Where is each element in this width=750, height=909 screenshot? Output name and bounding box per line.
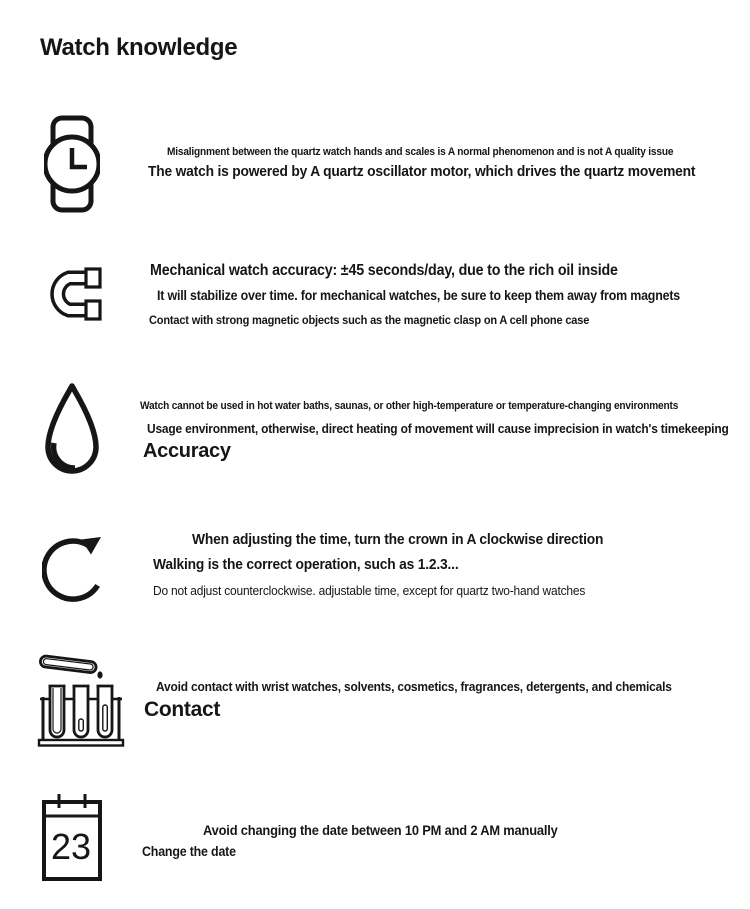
magnet-main-text: Mechanical watch accuracy: ±45 seconds/day, due to the rich oil inside xyxy=(150,262,618,279)
magnet-sub-text: It will stabilize over time. for mechanical watches, be sure to keep them away from magnets xyxy=(157,288,681,303)
temperature-sub-text: Usage environment, otherwise, direct heating of movement will cause imprecision in watch's timekeeping xyxy=(147,421,729,436)
water-drop-icon xyxy=(40,382,104,481)
accuracy-heading: Accuracy xyxy=(143,440,231,462)
magnet-icon xyxy=(42,265,104,323)
crown-sub-text: Walking is the correct operation, such as 1.2.3... xyxy=(153,556,459,573)
quartz-note-text: Misalignment between the quartz watch hands and scales is A normal phenomenon and is not A quality issue xyxy=(167,146,674,158)
calendar-icon xyxy=(42,793,102,881)
page-title: Watch knowledge xyxy=(40,34,238,61)
contact-heading: Contact xyxy=(144,698,221,721)
date-main-text: Avoid changing the date between 10 PM and 2 AM manually xyxy=(203,822,558,838)
wristwatch-icon xyxy=(44,115,100,213)
magnet-note-text: Contact with strong magnetic objects such as the magnetic clasp on A cell phone case xyxy=(149,313,590,327)
test-tubes-icon xyxy=(37,649,125,747)
chemicals-main-text: Avoid contact with wrist watches, solvents, cosmetics, fragrances, detergents, and chemicals xyxy=(156,679,672,694)
crown-note-text: Do not adjust counterclockwise. adjustable time, except for quartz two-hand watches xyxy=(153,583,586,598)
clockwise-arrow-icon xyxy=(42,523,108,608)
crown-main-text: When adjusting the time, turn the crown in A clockwise direction xyxy=(192,531,604,548)
quartz-main-text: The watch is powered by A quartz oscillator motor, which drives the quartz movement xyxy=(148,163,696,180)
date-sub-text: Change the date xyxy=(142,844,236,859)
temperature-note-text: Watch cannot be used in hot water baths, saunas, or other high-temperature or temperature-changing environments xyxy=(140,400,679,412)
calendar-day-number: 23 xyxy=(50,826,92,867)
